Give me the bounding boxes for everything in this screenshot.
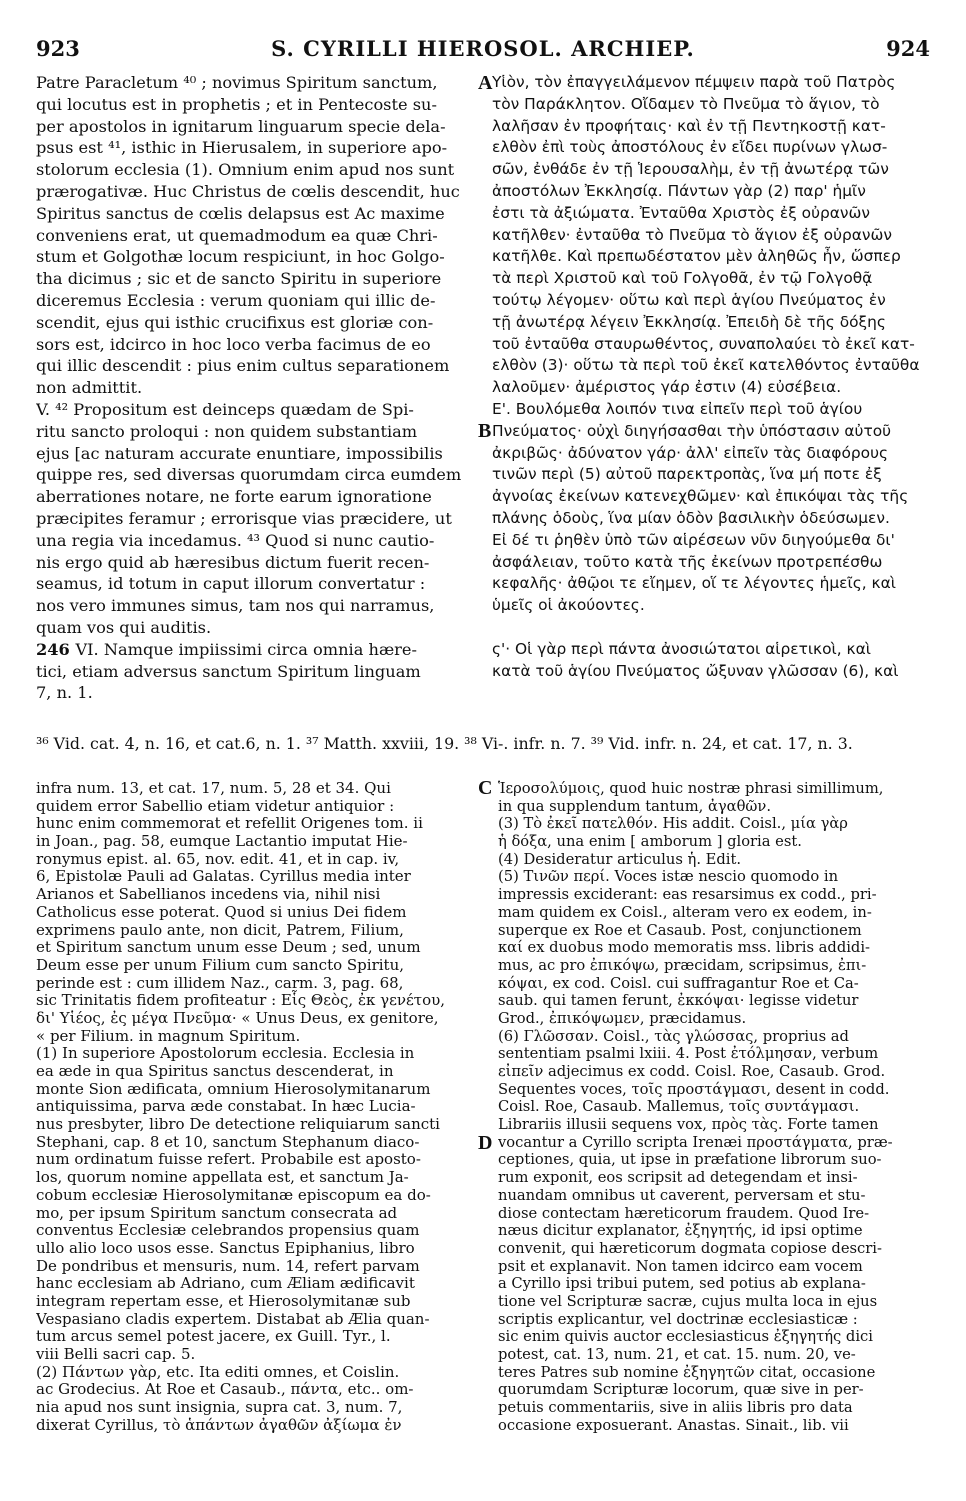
note-line: hunc enim commemorat et refellit Origenes tom. ii	[36, 814, 423, 833]
note-line: integram repertam esse, et Hierosolymitanæ sub	[36, 1291, 411, 1310]
note-line: infra num. 13, et cat. 17, num. 5, 28 et 34. Qui	[36, 780, 391, 797]
greek-line: σῶν, ἐνθάδε ἐν τῇ Ἱερουσαλὴμ, ἐν τῇ ἀνωτέρᾳ τῶν	[492, 160, 889, 179]
latin-line: stum et Golgothæ locum respiciunt, in hoc Golgo-	[36, 247, 445, 267]
greek-line: ὑμεῖς οἱ ἀκούοντες.	[492, 596, 645, 615]
note-line: scriptis explicantur, vel doctrinæ ecclesiasticæ :	[498, 1310, 858, 1328]
latin-line: prærogativæ. Huc Christus de cœlis descendit, huc	[36, 181, 460, 201]
note-line: occasione exposuerant. Anastas. Sinait., lib. vii	[498, 1416, 849, 1434]
greek-line: Υἱὸν, τὸν ἐπαγγειλάμενον πέμψειν παρὰ τοῦ Πατρὸς	[492, 73, 896, 91]
margin-marker-b: B	[478, 420, 492, 442]
margin-marker-c: C	[478, 777, 493, 799]
note-line: nuandam omnibus ut caverent, perversam et stu-	[498, 1186, 866, 1204]
note-line: quorumdam Scripturæ locorum, quæ sive in per-	[498, 1381, 864, 1399]
note-line: 6, Epistolæ Pauli ad Galatas. Cyrillus media inter	[36, 867, 411, 886]
latin-line: V. ⁴² Propositum est deinceps quædam de Spi-	[36, 399, 414, 419]
note-line: monte Sion ædificata, omnium Hierosolymitanarum	[36, 1079, 431, 1098]
latin-line: stolorum ecclesia (1). Omnium enim apud nos sunt	[36, 160, 455, 180]
greek-line: ελθὸν ἐπὶ τοὺς ἀποστόλους ἐν εἴδει πυρίνων γλωσ-	[492, 138, 888, 157]
note-line: mam quidem ex Coisl., alteram vero ex eodem, in-	[498, 903, 872, 921]
latin-line: qui illic descendit : pius enim cultus separationem	[36, 356, 450, 376]
note-line: δι' Υἱέος, ἐς μέγα Πνεῦμα· « Unus Deus, ex genitore,	[36, 1008, 439, 1027]
greek-line: κατὰ τοῦ ἁγίου Πνεύματος ὤξυναν γλῶσσαν (6), καὶ	[492, 661, 899, 680]
greek-line: τῇ ἀνωτέρᾳ λέγειν Ἐκκλησίᾳ. Ἐπειδὴ δὲ τῆς δόξης	[492, 312, 886, 331]
note-line: ullo alio loco usos esse. Sanctus Epiphanius, libro	[36, 1238, 415, 1257]
greek-text-column	[492, 72, 932, 682]
latin-line: seamus, id totum in caput illorum convertatur :	[36, 574, 426, 594]
greek-line: τινῶν περὶ (5) αὐτοῦ παρεκτροπὰς, ἵνα μή ποτε ἐξ	[492, 465, 882, 484]
latin-line: aberrationes notare, ne forte earum ignoratione	[36, 487, 432, 507]
greek-line: τὰ περὶ Χριστοῦ καὶ τοῦ Γολγοθᾶ, ἐν τῷ Γολγοθᾷ	[492, 269, 873, 288]
greek-line: λαλῆσαν ἐν προφήταις· καὶ ἐν τῇ Πεντηκοστῇ κατ-	[492, 116, 886, 135]
greek-line: τὸν Παράκλητον. Οἴδαμεν τὸ Πνεῦμα τὸ ἅγιον, τὸ	[492, 94, 880, 113]
note-line: Librariis illusii sequens vox, πρὸς τὰς. Forte tamen	[498, 1116, 879, 1134]
latin-text-column	[36, 72, 476, 704]
note-line: psit et explanavit. Non tamen idcirco eam vocem	[498, 1257, 863, 1275]
latin-line: 246 VI. Namque impiissimi circa omnia hære-	[36, 639, 417, 659]
latin-line: 7, n. 1.	[36, 683, 93, 703]
note-line: saub. qui tamen ferunt, ἐκκόψαι· legisse videtur	[498, 992, 859, 1010]
note-line: ac Grodecius. At Roe et Casaub., πάντα, etc.. om-	[36, 1380, 414, 1399]
margin-marker-d: D	[478, 1132, 493, 1154]
latin-line: non admittit.	[36, 378, 143, 398]
note-line: (6) Γλῶσσαν. Coisl., τὰς γλώσσας, proprius ad	[498, 1027, 849, 1045]
notes-left-column	[36, 780, 482, 1434]
note-line: vocantur a Cyrillo scripta Irenæi προστάγματα, præ-	[498, 1133, 893, 1151]
greek-line: ς'· Οἱ γὰρ περὶ πάντα ἀνοσιώτατοι αἱρετικοὶ, καὶ	[492, 639, 871, 658]
note-line: εἰπεῖν adjecimus ex codd. Coisl. Roe, Casaub. Grod.	[498, 1063, 886, 1080]
latin-line: conveniens erat, ut quemadmodum ea quæ Chri-	[36, 225, 438, 245]
note-line: Coisl. Roe, Casaub. Mallemus, τοῖς συντάγμασι.	[498, 1098, 860, 1116]
note-line: Vespasiano cladis expertem. Distabat ab Ælia quan-	[36, 1309, 430, 1328]
latin-line: ejus [ac naturam accurate enuntiare, impossibilis	[36, 443, 443, 463]
note-line: καί ex duobus modo memoratis mss. libris addidi-	[498, 939, 870, 957]
note-line: ἡ δόξα, una enim [ amborum ] gloria est.	[498, 833, 802, 851]
note-line: tione vel Scripturæ sacræ, cujus multa loca in ejus	[498, 1292, 878, 1310]
notes-right-column	[498, 780, 932, 1434]
greek-line: κεφαλῆς· ἀθῷοι τε εἴημεν, οἵ τε λέγοντες ἡμεῖς, καὶ	[492, 574, 896, 593]
greek-line: ἀποστόλων Ἐκκλησίᾳ. Πάντων γὰρ (2) παρ' ἡμῖν	[492, 181, 866, 200]
column-number: 246	[36, 639, 76, 659]
latin-line: ritu sancto proloqui : non quidem substantiam	[36, 421, 418, 441]
latin-line: per apostolos in ignitarum linguarum specie dela-	[36, 116, 446, 136]
latin-line: quippe res, sed diversas quorumdam circa eumdem	[36, 465, 462, 485]
note-line: rum exponit, eos scripsit ad detegendam et insi-	[498, 1169, 858, 1187]
margin-marker-a: A	[478, 72, 493, 94]
note-line: los, quorum nomine appellata est, et sanctum Ja-	[36, 1168, 409, 1187]
greek-line	[492, 617, 932, 639]
note-line: Ἱεροσολύμοις, quod huic nostræ phrasi simillimum,	[498, 780, 884, 797]
greek-line: Πνεύματος· οὐχὶ διηγήσασθαι τὴν ὑπόστασιν αὐτοῦ	[492, 421, 892, 440]
note-line: (1) In superiore Apostolorum ecclesia. Ecclesia in	[36, 1044, 415, 1063]
note-line: et Spiritum sanctum unum esse Deum ; sed, unum	[36, 938, 421, 957]
note-line: ceptiones, quia, ut ipse in præfatione librorum suo-	[498, 1151, 882, 1169]
greek-line: ἀγνοίας ἐκείνων κατενεχθῶμεν· καὶ ἐπικόψαι τὰς τῆς	[492, 487, 909, 506]
note-line: perinde est : cum illidem Naz., carm. 3, pag. 68,	[36, 973, 404, 992]
latin-line: diceremus Ecclesia : verum quoniam qui illic de-	[36, 290, 436, 310]
latin-line: nis ergo quid ab hæresibus dictum fuerit recen-	[36, 552, 430, 572]
latin-line: nos vero immunes simus, tam nos qui narramus,	[36, 596, 435, 616]
note-line: næus dicitur explanator, ἐξηγητής, id ipsi optime	[498, 1222, 863, 1240]
note-line: in qua supplendum tantum, ἀγαθῶν.	[498, 797, 771, 815]
note-line: potest, cat. 13, num. 21, et cat. 15. num. 20, ve-	[498, 1346, 856, 1363]
note-line: Deum esse per unum Filium cum sancto Spiritu,	[36, 955, 404, 974]
greek-line: ἐστι τὰ ἀξιώματα. Ἐνταῦθα Χριστὸς ἐξ οὐρανῶν	[492, 203, 871, 222]
note-line: κόψαι, ex cod. Coisl. cui suffragantur Roe et Ca-	[498, 974, 859, 992]
note-line: superque ex Roe et Casaub. Post, conjunctionem	[498, 921, 862, 939]
greek-line: ἀσφάλειαν, τοῦτο κατὰ τῆς ἐκείνων προτρεπέσθω	[492, 552, 883, 571]
note-line: (4) Desideratur articulus ἡ. Edit.	[498, 850, 742, 868]
note-line: conventus Ecclesiæ celebrandos propensius quam	[36, 1221, 420, 1240]
note-line: antiquissima, parva æde constabat. In hæc Lucia-	[36, 1097, 416, 1116]
note-line: sic enim quivis auctor ecclesiasticus ἐξηγητής dici	[498, 1328, 873, 1346]
note-line: viii Belli sacri cap. 5.	[36, 1345, 196, 1363]
note-line: (3) Τὸ ἐκεῖ πατελθόν. His addit. Coisl., μία γὰρ	[498, 815, 848, 833]
note-line: hanc ecclesiam ab Adriano, cum Æliam ædificavit	[36, 1274, 415, 1293]
note-line: cobum ecclesiæ Hierosolymitanæ episcopum ea do-	[36, 1185, 431, 1204]
note-line: Grod., ἐπικόψωμεν, præcidamus.	[498, 1009, 747, 1027]
note-line: Sequentes voces, τοῖς προστάγμασι, desent in codd.	[498, 1080, 890, 1098]
note-line: sententiam psalmi lxiii. 4. Post ἐτόλμησαν, verbum	[498, 1045, 879, 1063]
latin-line: quam vos qui auditis.	[36, 617, 212, 637]
note-line: impressis exciderant: eas resarsimus ex codd., pri-	[498, 886, 877, 904]
right-page-number: 924	[886, 36, 930, 61]
latin-line: sors est, idcirco in hoc loco verba facimus de eo	[36, 334, 431, 354]
note-line: convenit, qui hæreticorum dogmata copiose descri-	[498, 1239, 882, 1257]
note-line: in Joan., pag. 58, eumque Lactantio imputat Hie-	[36, 832, 408, 851]
latin-line: Spiritus sanctus de cœlis delapsus est Ac maxime	[36, 203, 445, 223]
note-line: num ordinatum fuisse refert. Probabile est aposto-	[36, 1150, 421, 1169]
note-line: petuis commentariis, sive in aliis libris pro data	[498, 1399, 853, 1417]
latin-line: præcipites feramur ; errorisque vias præcidere, ut	[36, 508, 452, 528]
note-line: ea æde in qua Spiritus sanctus descenderat, in	[36, 1062, 394, 1080]
latin-line: una regia via incedamus. ⁴³ Quod si nunc cautio-	[36, 530, 435, 550]
note-line: Stephani, cap. 8 et 10, sanctum Stephanum diaco-	[36, 1132, 420, 1151]
note-line: exprimens paulo ante, non dicit, Patrem, Filium,	[36, 920, 404, 939]
note-line: tum arcus semel potest jacere, ex Guill. Tyr., l.	[36, 1327, 391, 1346]
note-line: mo, per ipsum Spiritum sanctum consecrata ad	[36, 1203, 398, 1222]
note-line: Catholicus esse poterat. Quod si unius Dei fidem	[36, 902, 407, 921]
greek-line: Ε'. Βουλόμεθα λοιπόν τινα εἰπεῖν περὶ τοῦ ἁγίου	[492, 399, 863, 418]
note-line: dixerat Cyrillus, τὸ ἁπάντων ἀγαθῶν ἀξίωμα ἐν	[36, 1415, 402, 1434]
page-header	[36, 36, 930, 62]
footnote-references: ³⁶ Vid. cat. 4, n. 16, et cat.6, n. 1. ³⁷ Matth. xxviii, 19. ³⁸ Vi-. infr. n. 7. ³⁹ Vid. infr. n. 24, et cat. 17, n. 3.	[36, 734, 853, 753]
note-line: Arianos et Sabellianos incedens via, nihil nisi	[36, 885, 381, 904]
note-line: diose contectam hæreticorum fraudem. Quod Ire-	[498, 1204, 870, 1222]
note-line: mus, ac pro ἐπικόψω, præcidam, scripsimus, ἐπι-	[498, 956, 867, 974]
note-line: (2) Πάντων γὰρ, etc. Ita editi omnes, et Coislin.	[36, 1362, 400, 1381]
greek-line: κατῆλθε. Καὶ πρεπωδέστατον μὲν ἀληθῶς ἦν, ὥσπερ	[492, 247, 901, 266]
left-page-number: 923	[36, 36, 80, 61]
greek-line: πλάνης ὁδοὺς, ἵνα μίαν ὁδὸν βασιλικὴν ὁδεύσωμεν.	[492, 508, 890, 527]
note-line: a Cyrillo ipsi tribui putem, sed potius ab explana-	[498, 1275, 866, 1293]
latin-line: tha dicimus ; sic et de sancto Spiritu in superiore	[36, 269, 442, 289]
latin-line: tici, etiam adversus sanctum Spiritum linguam	[36, 661, 421, 681]
latin-line: qui locutus est in prophetis ; et in Pentecoste su-	[36, 94, 437, 114]
greek-line: κατῆλθεν· ἐνταῦθα τὸ Πνεῦμα τὸ ἅγιον ἐξ οὐρανῶν	[492, 225, 892, 244]
note-line: quidem error Sabellio etiam videtur antiquior :	[36, 796, 395, 815]
note-line: teres Patres sub nomine ἐξηγητῶν citat, occasione	[498, 1363, 876, 1381]
latin-line: psus est ⁴¹, isthic in Hierusalem, in superiore apo-	[36, 138, 448, 158]
note-line: De pondribus et mensuris, num. 14, refert parvam	[36, 1256, 420, 1275]
greek-line: λαλοῦμεν· ἀμέριστος γάρ ἐστιν (4) εὐσέβεια.	[492, 378, 842, 397]
note-line: (5) Τινῶν περί. Voces istæ nescio quomodo in	[498, 868, 839, 886]
latin-line: Patre Paracletum ⁴⁰ ; novimus Spiritum sanctum,	[36, 73, 438, 92]
note-line: « per Filium. in magnum Spiritum.	[36, 1026, 301, 1045]
running-title: S. CYRILLI HIEROSOL. ARCHIEP.	[271, 36, 695, 61]
note-line: ronymus epist. al. 65, nov. edit. 41, et in cap. iv,	[36, 849, 400, 868]
greek-line: ελθὸν (3)· οὕτω τὰ περὶ τοῦ ἐκεῖ κατελθόντος ἐνταῦθα	[492, 356, 920, 375]
greek-line: Εἰ δέ τι ῥηθὲν ὑπὸ τῶν αἱρέσεων νῦν διηγούμεθα δι'	[492, 530, 895, 549]
note-line: nus presbyter, libro De detectione reliquiarum sancti	[36, 1115, 440, 1134]
note-line: nia apud nos sunt insignia, supra cat. 3, num. 7,	[36, 1398, 403, 1417]
greek-line: τοῦ ἐνταῦθα σταυρωθέντος, συναπολαύει τὸ ἐκεῖ κατ-	[492, 334, 915, 353]
greek-line: ἀκριβῶς· ἀδύνατον γάρ· ἀλλ' εἰπεῖν τὰς διαφόρους	[492, 443, 889, 462]
note-line: sic Trinitatis fidem profiteatur : Εἷς Θεὸς, ἐκ γενέτου,	[36, 991, 446, 1010]
latin-line: scendit, ejus qui isthic crucifixus est gloriæ con-	[36, 312, 434, 332]
greek-line: τούτῳ λέγομεν· οὕτω καὶ περὶ ἁγίου Πνεύματος ἐν	[492, 290, 886, 309]
